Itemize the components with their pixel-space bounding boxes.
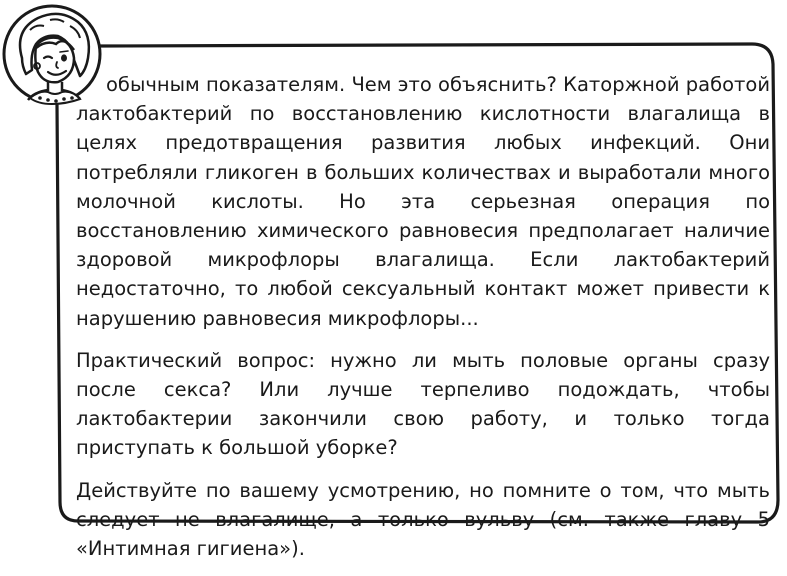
paragraph-3: Действуйте по вашему усмотрению, но помните о том, что мыть следует не влагалище, а только вульву (см. также главу 5 «Интимная гигиена»). [76,478,770,561]
body-text [76,70,770,576]
paragraph-1: обычным показателям. Чем это объяснить? Каторжной работой лактобактерий по восстановлению кислотности влагалища в целях предотвращения развития любых инфекций. Они потребляли гликоген в больших количествах и выработали много молочной кислоты. Но эта серьезная операция по восстановлению химического равновесия предполагает наличие здоровой микрофлоры влагалища. Если лактобактерий недостаточно, то любой сексуальный контакт может привести к нарушению равновесия микрофлоры... [76,73,770,330]
paragraph-2: Практический вопрос: нужно ли мыть половые органы сразу после секса? Или лучше терпеливо подождать, чтобы лактобактерии закончили свою работу, и только тогда приступать к большой уборке? [76,348,770,460]
